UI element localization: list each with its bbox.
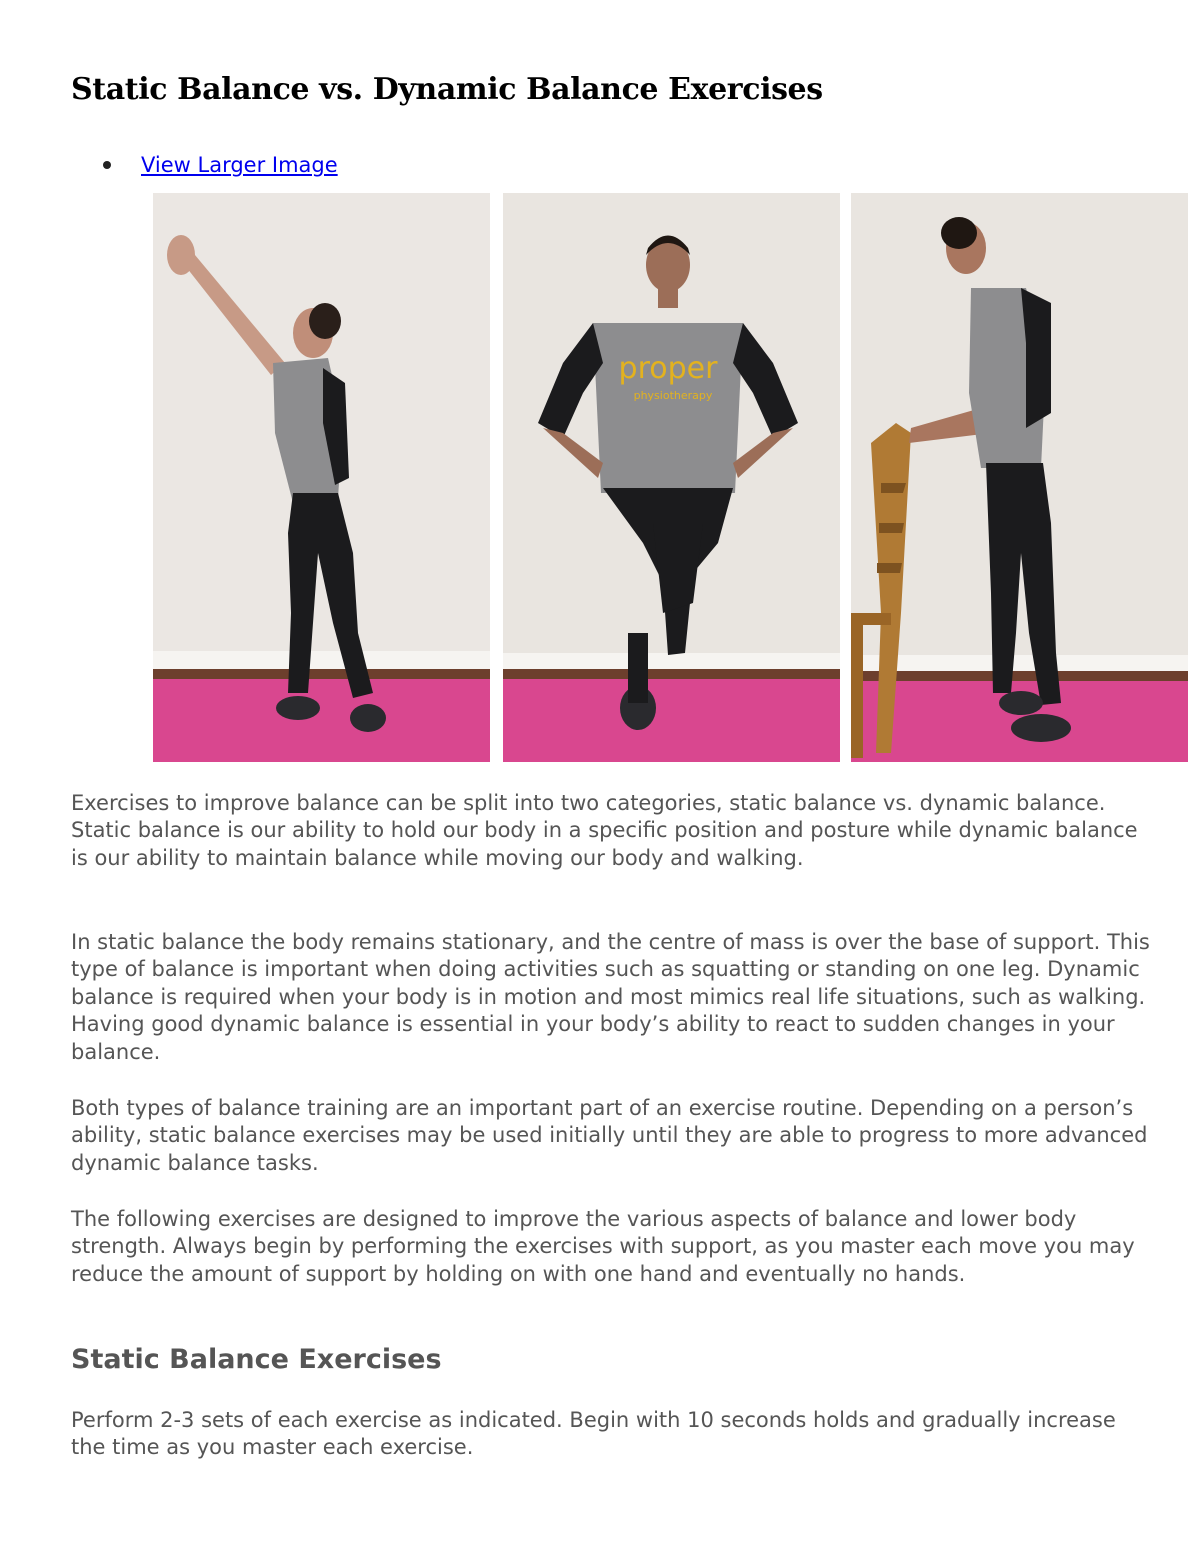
page-title: Static Balance vs. Dynamic Balance Exercises	[71, 72, 823, 107]
section-heading: Static Balance Exercises	[71, 1344, 442, 1375]
training-paragraph: Both types of balance training are an important part of an exercise routine. Depending on a person’s ability, static balance exercises may be used initially until they are able to progress to more advanced dynamic balance tasks.	[71, 1096, 1148, 1175]
list-item	[100, 150, 338, 180]
photo-gallery	[153, 193, 1188, 762]
woman-standing-arm-raised-icon	[153, 193, 490, 762]
exercises-paragraph: The following exercises are designed to improve the various aspects of balance and lower body strength. Always begin by performing the exercises with support, as you master each move you may reduce the amount of support by holding on with one hand and eventually no hands.	[71, 1207, 1135, 1286]
shirt-logo-subtext: physiotherapy	[633, 389, 713, 402]
section-paragraph: Perform 2-3 sets of each exercise as indicated. Begin with 10 seconds holds and gradually increase the time as you master each exercise.	[71, 1408, 1116, 1460]
view-larger-image-link[interactable]: View Larger Image	[141, 153, 338, 177]
woman-standing-holding-chair-icon	[851, 193, 1188, 762]
shirt-logo-text: proper	[618, 351, 718, 386]
intro-paragraph: Exercises to improve balance can be split into two categories, static balance vs. dynamic balance. Static balance is our ability to hold our body in a specific position and posture while dynamic balance is our ability to maintain balance while moving our body and walking.	[71, 791, 1138, 870]
link-list	[100, 150, 338, 180]
photo-arm-raised[interactable]	[153, 193, 490, 762]
woman-standing-one-leg-hands-on-hips-icon	[503, 193, 840, 762]
static-balance-paragraph: In static balance the body remains stationary, and the centre of mass is over the base of support. This type of balance is important when doing activities such as squatting or standing on one leg. Dynamic balance is required when your body is in motion and most mimics real life situations, such as walking. Having good dynamic balance is essential in your body’s ability to react to sudden changes in your balance.	[71, 930, 1150, 1064]
photo-one-leg-stand[interactable]	[503, 193, 840, 762]
photo-chair-support[interactable]	[851, 193, 1188, 762]
bullet-icon	[103, 161, 111, 169]
